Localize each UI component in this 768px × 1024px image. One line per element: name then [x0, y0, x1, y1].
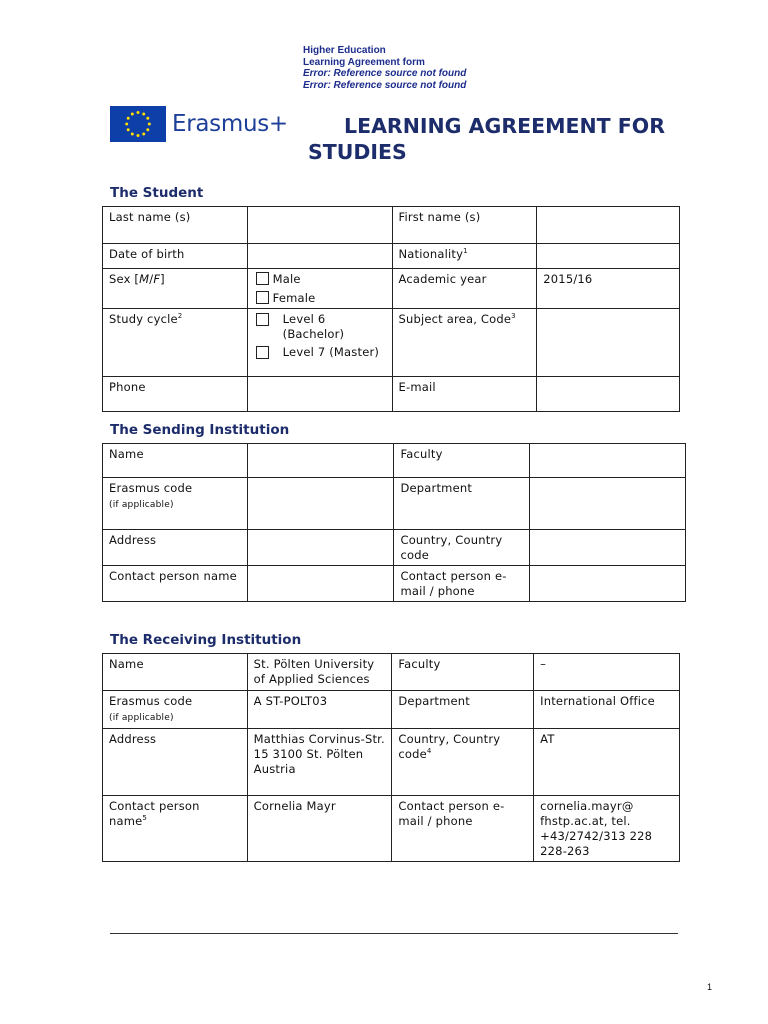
header-line-2: Learning Agreement form — [303, 56, 425, 68]
receiving-erasmus-code-cell — [103, 691, 248, 729]
nationality-field[interactable] — [537, 244, 680, 269]
nationality-label: Nationality — [398, 247, 464, 261]
footnote-ref: 5 — [142, 814, 148, 823]
sending-department-field[interactable] — [530, 478, 686, 530]
table-row — [103, 654, 680, 691]
sending-faculty-field[interactable] — [530, 444, 686, 478]
receiving-name-value: St. Pölten University of Applied Sciences — [247, 654, 392, 691]
male-checkbox[interactable] — [256, 272, 269, 285]
sending-name-label: Name — [103, 444, 248, 478]
receiving-country-value: AT — [534, 729, 680, 796]
study-cycle-options-cell — [247, 309, 392, 377]
receiving-address-value: Matthias Corvinus-Str. 15 3100 St. Pölten Austria — [247, 729, 392, 796]
sending-erasmus-code-field[interactable] — [247, 478, 394, 530]
sending-country-label: Country, Country code — [394, 530, 530, 566]
receiving-faculty-value: – — [534, 654, 680, 691]
header-error-1: Error: Reference source not found — [303, 68, 467, 79]
footnote-ref: 1 — [463, 247, 468, 256]
page-title: LEARNING AGREEMENT FOR STUDIES — [308, 114, 666, 164]
table-row — [103, 207, 680, 244]
header-line-1: Higher Education — [303, 45, 386, 56]
erasmus-logo — [110, 106, 288, 142]
email-field[interactable] — [537, 377, 680, 412]
receiving-contact-name-cell — [103, 796, 248, 862]
footnote-ref: 3 — [511, 312, 516, 321]
sex-options-cell — [247, 269, 392, 309]
receiving-address-label: Address — [103, 729, 248, 796]
table-row — [103, 566, 686, 602]
if-applicable-note: (if applicable) — [109, 500, 174, 510]
table-row — [103, 244, 680, 269]
nationality-cell — [392, 244, 537, 269]
table-row — [103, 796, 680, 862]
sending-erasmus-code-cell — [103, 478, 248, 530]
sending-section-heading: The Sending Institution — [110, 422, 290, 438]
receiving-faculty-label: Faculty — [392, 654, 534, 691]
receiving-country-cell — [392, 729, 534, 796]
sending-table — [102, 443, 686, 602]
first-name-field[interactable] — [537, 207, 680, 244]
receiving-contact-name-label: Contact person name — [109, 799, 200, 828]
table-row — [103, 377, 680, 412]
sending-contact-email-field[interactable] — [530, 566, 686, 602]
student-table — [102, 206, 680, 412]
header-error-2: Error: Reference source not found — [303, 79, 467, 91]
sending-address-label: Address — [103, 530, 248, 566]
table-row — [103, 478, 686, 530]
sending-department-label: Department — [394, 478, 530, 530]
erasmus-brand-text: Erasmus+ — [172, 111, 288, 137]
female-option-label: Female — [272, 291, 316, 305]
footnote-ref: 2 — [177, 312, 183, 321]
sending-name-field[interactable] — [247, 444, 394, 478]
email-label: E-mail — [392, 377, 537, 412]
dob-field[interactable] — [247, 244, 392, 269]
subject-area-label: Subject area, Code — [398, 312, 512, 326]
level6-option-label: Level 6 (Bachelor) — [282, 312, 345, 341]
level7-option-label: Level 7 (Master) — [282, 345, 380, 359]
study-cycle-cell — [103, 309, 248, 377]
receiving-table — [102, 653, 680, 862]
sending-erasmus-code-label: Erasmus code — [109, 481, 193, 495]
sending-address-field[interactable] — [247, 530, 394, 566]
if-applicable-note: (if applicable) — [109, 713, 174, 723]
table-row — [103, 269, 680, 309]
receiving-name-label: Name — [103, 654, 248, 691]
academic-year-value: 2015/16 — [537, 269, 680, 309]
academic-year-label: Academic year — [392, 269, 537, 309]
male-option-label: Male — [272, 272, 301, 286]
receiving-erasmus-code-label: Erasmus code — [109, 694, 193, 708]
sending-contact-name-field[interactable] — [247, 566, 394, 602]
female-checkbox[interactable] — [256, 291, 269, 304]
phone-field[interactable] — [247, 377, 392, 412]
table-row — [103, 444, 686, 478]
study-cycle-label: Study cycle — [109, 312, 178, 326]
table-row — [103, 691, 680, 729]
receiving-erasmus-code-value: A ST-POLT03 — [247, 691, 392, 729]
footnote-divider — [110, 933, 678, 934]
level6-checkbox[interactable] — [256, 313, 269, 326]
receiving-department-label: Department — [392, 691, 534, 729]
student-section-heading: The Student — [110, 185, 204, 201]
table-row — [103, 309, 680, 377]
receiving-department-value: International Office — [534, 691, 680, 729]
receiving-contact-name-value: Cornelia Mayr — [247, 796, 392, 862]
sending-contact-email-label: Contact person e-mail / phone — [394, 566, 530, 602]
last-name-field[interactable] — [247, 207, 392, 244]
receiving-country-label: Country, Country code — [398, 732, 501, 761]
sending-faculty-label: Faculty — [394, 444, 530, 478]
page-number: 1 — [707, 982, 713, 992]
table-row — [103, 530, 686, 566]
receiving-section-heading: The Receiving Institution — [110, 632, 302, 648]
subject-area-cell — [392, 309, 537, 377]
footnote-ref: 4 — [426, 747, 432, 756]
phone-label: Phone — [103, 377, 248, 412]
document-header — [303, 45, 466, 91]
dob-label: Date of birth — [103, 244, 248, 269]
sending-contact-name-label: Contact person name — [103, 566, 248, 602]
receiving-contact-email-value: cornelia.mayr@ fhstp.ac.at, tel. +43/2742/313 228 228-263 — [534, 796, 680, 862]
sex-label-cell: Sex [M/F] — [103, 269, 248, 309]
subject-area-field[interactable] — [537, 309, 680, 377]
level7-checkbox[interactable] — [256, 346, 269, 359]
eu-flag-icon — [110, 106, 166, 142]
receiving-contact-email-label: Contact person e-mail / phone — [392, 796, 534, 862]
sending-country-field[interactable] — [530, 530, 686, 566]
last-name-label: Last name (s) — [103, 207, 248, 244]
table-row — [103, 729, 680, 796]
first-name-label: First name (s) — [392, 207, 537, 244]
